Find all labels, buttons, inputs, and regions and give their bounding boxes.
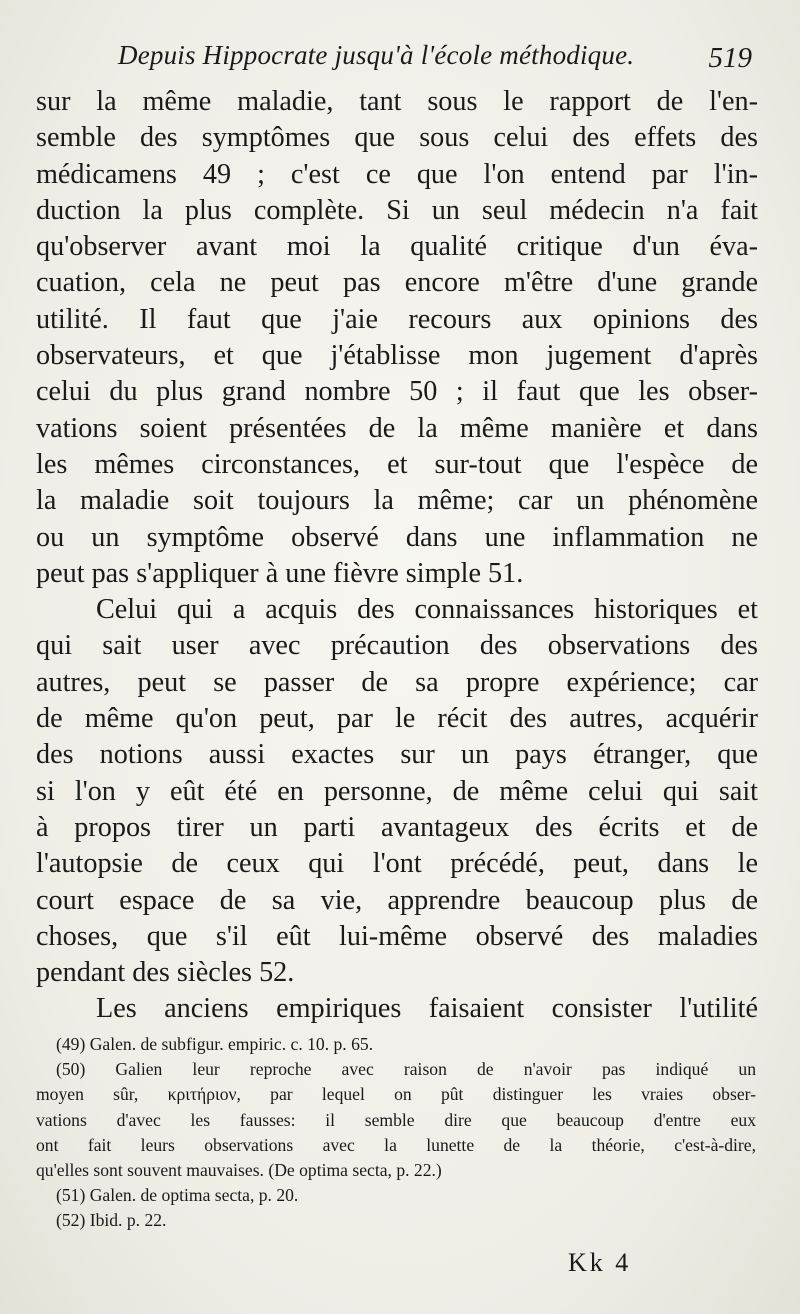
- text-line: des notions aussi exactes sur un pays étranger, que: [36, 739, 758, 771]
- footnote-line: moyen sûr, κριτήριον, par lequel on pût distinguer les vraies obser-: [36, 1084, 756, 1105]
- text-line: sur la même maladie, tant sous le rapport de l'en-: [36, 86, 758, 117]
- footnote-line: ont fait leurs observations avec la lunette de la théorie, c'est-à-dire,: [36, 1134, 756, 1155]
- text-line: semble des symptômes que sous celui des effets des: [36, 122, 758, 154]
- text-line: duction la plus complète. Si un seul médecin n'a fait: [36, 194, 758, 226]
- text-line: cuation, cela ne peut pas encore m'être d'une grande: [36, 267, 758, 299]
- running-title: Depuis Hippocrate jusqu'à l'école méthodique.: [118, 40, 635, 70]
- paragraph-first-line: Celui qui a acquis des connaissances historiques et: [96, 594, 758, 626]
- footnote-line: vations d'avec les fausses: il semble dire que beaucoup d'entre eux: [36, 1109, 756, 1130]
- page-header: [118, 40, 760, 84]
- text-line: ou un symptôme observé dans une inflammation ne: [36, 521, 758, 553]
- text-line: autres, peut se passer de sa propre expérience; car: [36, 666, 758, 698]
- page-number: 519: [708, 42, 752, 74]
- footnote-line: qu'elles sont souvent mauvaises. (De optima secta, p. 22.): [36, 1159, 442, 1180]
- text-line: qui sait user avec précaution des observations des: [36, 630, 758, 662]
- text-line: médicamens 49 ; c'est ce que l'on entend par l'in-: [36, 158, 758, 190]
- text-line: vations soient présentées de la même manière et dans: [36, 412, 758, 444]
- signature-mark: Kk 4: [568, 1248, 632, 1277]
- text-line: peut pas s'appliquer à une fièvre simple 51.: [36, 557, 524, 589]
- text-line: choses, que s'il eût lui-même observé des maladies: [36, 920, 758, 952]
- text-line: les mêmes circonstances, et sur-tout que l'espèce de: [36, 448, 758, 480]
- paragraph-first-line: Les anciens empiriques faisaient consister l'utilité: [96, 993, 758, 1025]
- footnotes: [36, 1032, 756, 1234]
- text-line: qu'observer avant moi la qualité critique d'un éva-: [36, 231, 758, 263]
- text-line: celui du plus grand nombre 50 ; il faut que les obser-: [36, 376, 758, 408]
- text-line: la maladie soit toujours la même; car un phénomène: [36, 485, 758, 517]
- text-line: court espace de sa vie, apprendre beaucoup plus de: [36, 884, 758, 916]
- footnote-49: (49) Galen. de subfigur. empiric. c. 10. p. 65.: [56, 1034, 374, 1054]
- text-line: à propos tirer un parti avantageux des écrits et de: [36, 811, 758, 843]
- text-line: si l'on y eût été en personne, de même celui qui sait: [36, 775, 758, 807]
- text-line: observateurs, et que j'établisse mon jugement d'après: [36, 340, 758, 372]
- footnote-50: (50) Galien leur reproche avec raison de n'avoir pas indiqué un: [56, 1059, 756, 1080]
- text-line: l'autopsie de ceux qui l'ont précédé, peut, dans le: [36, 848, 758, 880]
- footnote-51: (51) Galen. de optima secta, p. 20.: [56, 1185, 299, 1206]
- text-line: pendant des siècles 52.: [36, 957, 295, 989]
- text-line: utilité. Il faut que j'aie recours aux opinions des: [36, 303, 758, 335]
- text-line: de même qu'on peut, par le récit des autres, acquérir: [36, 703, 758, 735]
- footnote-52: (52) Ibid. p. 22.: [56, 1210, 167, 1231]
- main-text: [36, 84, 758, 1028]
